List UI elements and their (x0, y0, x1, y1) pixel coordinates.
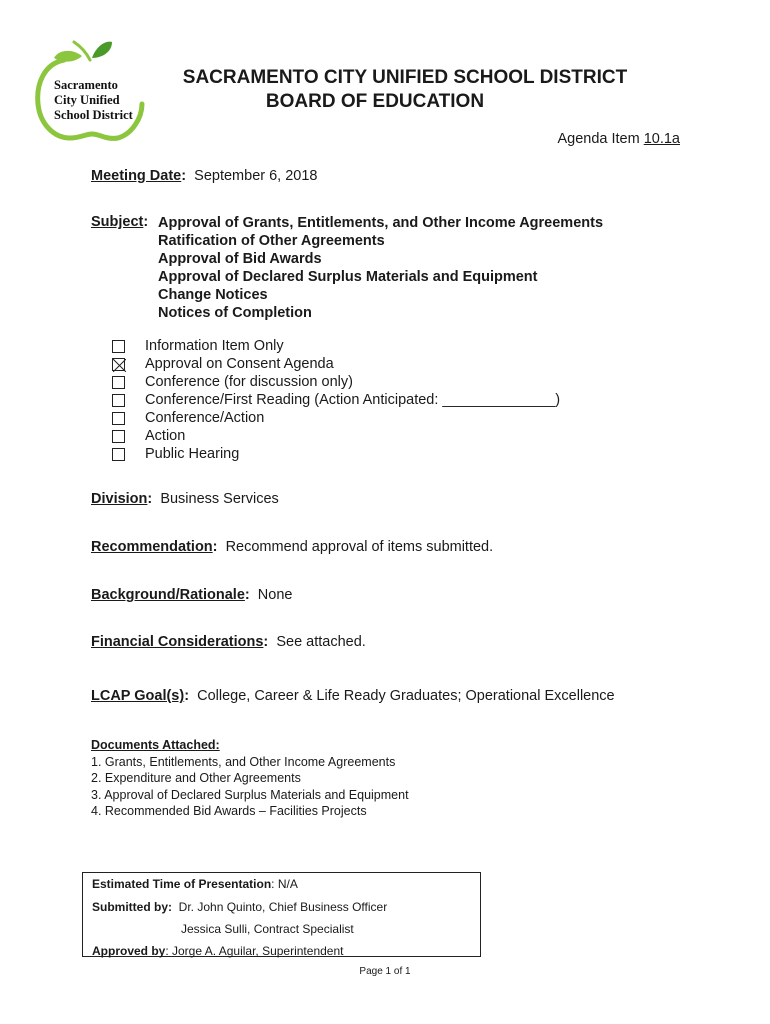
agenda-item-number: 10.1a (643, 131, 680, 147)
logo-line-2: City Unified (54, 93, 120, 107)
approved-value: : Jorge A. Aguilar, Superintendent (165, 944, 344, 958)
logo-line-3: School District (54, 108, 133, 122)
lcap-value: College, Career & Life Ready Graduates; Operational Excellence (197, 688, 615, 704)
meeting-date-label: Meeting Date (91, 168, 182, 184)
approved-label: Approved by (92, 944, 166, 958)
submitted-value-1: Dr. John Quinto, Chief Business Officer (178, 900, 388, 914)
recommendation-colon: : (212, 539, 218, 555)
lcap-label: LCAP Goal(s) (91, 688, 185, 704)
documents-heading: Documents Attached: (91, 738, 220, 752)
lcap-colon: : (184, 688, 190, 704)
public-hearing-checkbox[interactable] (112, 448, 125, 461)
subject-item: Approval of Declared Surplus Materials and Equipment (158, 269, 538, 285)
recommendation-label: Recommendation (91, 539, 213, 555)
checklist-label: Conference/First Reading (Action Anticipated: ______________) (145, 392, 561, 408)
background-label: Background/Rationale (91, 587, 245, 603)
information-item-checkbox[interactable] (112, 340, 125, 353)
financial-value: See attached. (276, 634, 366, 650)
time-value: : N/A (271, 877, 298, 891)
checklist-label: Conference/Action (145, 410, 265, 426)
presentation-info-box (82, 872, 481, 957)
checklist-row (112, 391, 560, 409)
subject-item: Approval of Grants, Entitlements, and Other Income Agreements (158, 215, 604, 231)
division (91, 491, 279, 507)
district-logo (34, 38, 146, 142)
logo-line-1: Sacramento (54, 78, 118, 92)
financial-colon: : (263, 634, 269, 650)
subject-items (158, 214, 603, 322)
recommendation-value: Recommend approval of items submitted. (225, 539, 494, 555)
board-title: BOARD OF EDUCATION (265, 91, 485, 112)
time-label: Estimated Time of Presentation (92, 877, 272, 891)
meeting-date (91, 168, 318, 184)
financial-label: Financial Considerations (91, 634, 264, 650)
background-colon: : (244, 587, 250, 603)
approved-row (92, 944, 343, 958)
checklist-label: Approval on Consent Agenda (145, 356, 334, 372)
meeting-date-colon: : (181, 168, 187, 184)
meeting-date-value: September 6, 2018 (194, 168, 318, 184)
checklist-label: Information Item Only (145, 338, 284, 354)
checklist-label: Public Hearing (145, 446, 240, 462)
item-type-checklist (112, 337, 560, 463)
subject-item: Approval of Bid Awards (158, 251, 322, 267)
division-value: Business Services (160, 491, 279, 507)
agenda-item-prefix: Agenda Item (557, 131, 644, 147)
documents-attached (91, 737, 409, 820)
submitted-value-2: Jessica Sulli, Contract Specialist (181, 922, 354, 936)
first-reading-checkbox[interactable] (112, 394, 125, 407)
lcap-goals (91, 688, 615, 704)
district-title: SACRAMENTO CITY UNIFIED SCHOOL DISTRICT (182, 67, 628, 88)
subject-item: Change Notices (158, 287, 268, 303)
financial-considerations (91, 634, 366, 650)
document-item: 1. Grants, Entitlements, and Other Income Agreements (91, 754, 396, 769)
checklist-label: Action (145, 428, 186, 444)
submitted-label: Submitted by: (92, 900, 172, 914)
subject-label-wrap (91, 214, 148, 230)
checklist-row (112, 355, 560, 373)
consent-agenda-checkbox[interactable] (112, 358, 125, 371)
subject-item: Notices of Completion (158, 305, 312, 321)
document-item: 4. Recommended Bid Awards – Facilities Projects (91, 804, 367, 818)
document-item: 2. Expenditure and Other Agreements (91, 771, 301, 785)
conference-action-checkbox[interactable] (112, 412, 125, 425)
division-label: Division (91, 491, 148, 507)
checklist-label: Conference (for discussion only) (145, 374, 353, 390)
checklist-row (112, 409, 560, 427)
checked-x-icon (113, 359, 126, 372)
action-checkbox[interactable] (112, 430, 125, 443)
checklist-row (112, 337, 560, 355)
document-item: 3. Approval of Declared Surplus Materials and Equipment (91, 787, 409, 802)
checklist-row (112, 373, 560, 391)
checklist-row (112, 427, 560, 445)
conference-checkbox[interactable] (112, 376, 125, 389)
recommendation (91, 539, 493, 555)
background-value: None (257, 587, 293, 603)
division-colon: : (147, 491, 153, 507)
background-rationale (91, 587, 292, 603)
subject-item: Ratification of Other Agreements (158, 233, 385, 249)
time-row (92, 877, 298, 891)
submitted-row (92, 900, 387, 914)
subject-colon: : (143, 214, 149, 230)
agenda-item (557, 131, 680, 147)
page-number: Page 1 of 1 (359, 966, 411, 977)
subject-label: Subject (91, 214, 144, 230)
checklist-row (112, 445, 560, 463)
